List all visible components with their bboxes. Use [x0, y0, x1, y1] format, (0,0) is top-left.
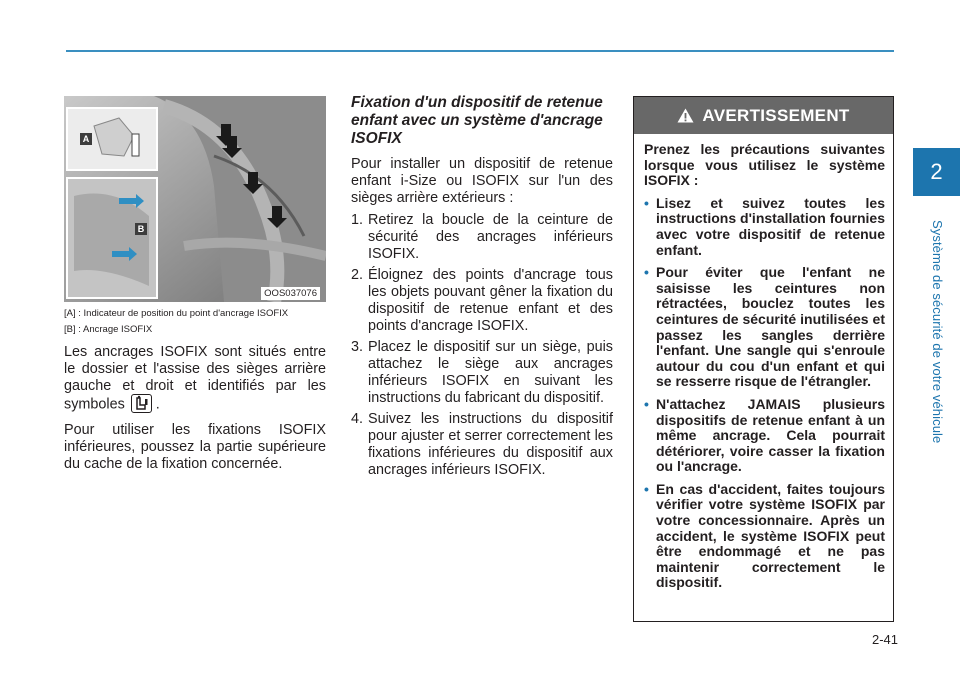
list-item: • Lisez et suivez toutes les instructions d'installation fournies avec votre dispositif de retenue enfant.: [644, 194, 885, 258]
figure-caption-b: [B] : Ancrage ISOFIX: [64, 324, 153, 335]
warning-box: [633, 96, 894, 622]
list-item: 2. Éloignez des points d'ancrage tous les objets pouvant gêner la fixation du dispositif de retenue enfant et des points d'ancrage ISOFIX.: [351, 267, 613, 334]
warning-title: AVERTISSEMENT: [702, 105, 850, 125]
isofix-seat-photo: [64, 96, 326, 302]
isofix-location-paragraph: Les ancrages ISOFIX sont situés entre le dossier et l'assise des sièges arrière gauche et droit et identifiés par les symboles .: [64, 344, 326, 413]
warning-triangle-icon: [677, 108, 694, 123]
bullet: •: [644, 480, 649, 497]
bullet: •: [644, 395, 649, 412]
bullet: •: [644, 264, 649, 281]
list-item: 1. Retirez la boucle de la ceinture de sécurité des ancrages inférieurs ISOFIX.: [351, 212, 613, 262]
install-intro: Pour installer un dispositif de retenue enfant i-Size ou ISOFIX sur l'un des sièges arrière extérieurs :: [351, 156, 613, 206]
warning-intro: Prenez les précautions suivantes lorsque vous utilisez le système ISOFIX :: [644, 141, 885, 189]
list-item: • Pour éviter que l'enfant ne saisisse les ceintures non rétractées, bouclez toutes les ceintures de sécurité inutilisées et passez les sangles derrière l'enfant. Une sangle qui s'enroule autour du cou d'un enfant et qui se resserre risque de l'étrangler.: [644, 264, 885, 390]
list-item: 4. Suivez les instructions du dispositif pour ajuster et serrer correctement les fixations inférieures du dispositif aux ancrages inférieurs ISOFIX.: [351, 411, 613, 478]
list-item: 3. Placez le dispositif sur un siège, puis attachez le siège aux ancrages inférieurs ISOFIX en suivant les instructions du fabricant du dispositif.: [351, 339, 613, 406]
bullet: •: [644, 194, 649, 211]
figure-label-a: A: [80, 133, 92, 145]
isofix-seat-symbol-icon: [131, 394, 152, 413]
figure-label-b: B: [135, 223, 147, 235]
list-item: • N'attachez JAMAIS plusieurs dispositifs de retenue enfant à un même ancrage. Cela pourrait détériorer, voire casser la fixation ou l'ancrage.: [644, 395, 885, 475]
warning-body: [634, 134, 893, 591]
warning-list: [644, 196, 885, 591]
chapter-tab: [913, 148, 960, 196]
warning-header: [634, 97, 893, 134]
list-item: • En cas d'accident, faites toujours vérifier votre système ISOFIX par votre concessionnaire. Après un accident, le système ISOFIX peut être endommagé et ne pas maintenir correctement le dispositif.: [644, 480, 885, 591]
isofix-cover-paragraph: Pour utiliser les fixations ISOFIX inférieures, poussez la partie supérieure du cache de la fixation concernée.: [64, 422, 326, 472]
top-rule: [66, 50, 894, 52]
section-heading: Fixation d'un dispositif de retenue enfant avec un système d'ancrage ISOFIX: [351, 94, 603, 147]
left-column: [64, 344, 326, 481]
chapter-number: 2: [930, 159, 943, 184]
figure-caption-a: [A] : Indicateur de position du point d'ancrage ISOFIX: [64, 308, 289, 319]
page-number: 2-41: [871, 632, 898, 647]
image-code: OOS037076: [261, 287, 320, 300]
chapter-title: Système de sécurité de votre véhicule: [930, 220, 945, 444]
install-steps: [351, 212, 613, 479]
middle-column: [351, 94, 613, 483]
